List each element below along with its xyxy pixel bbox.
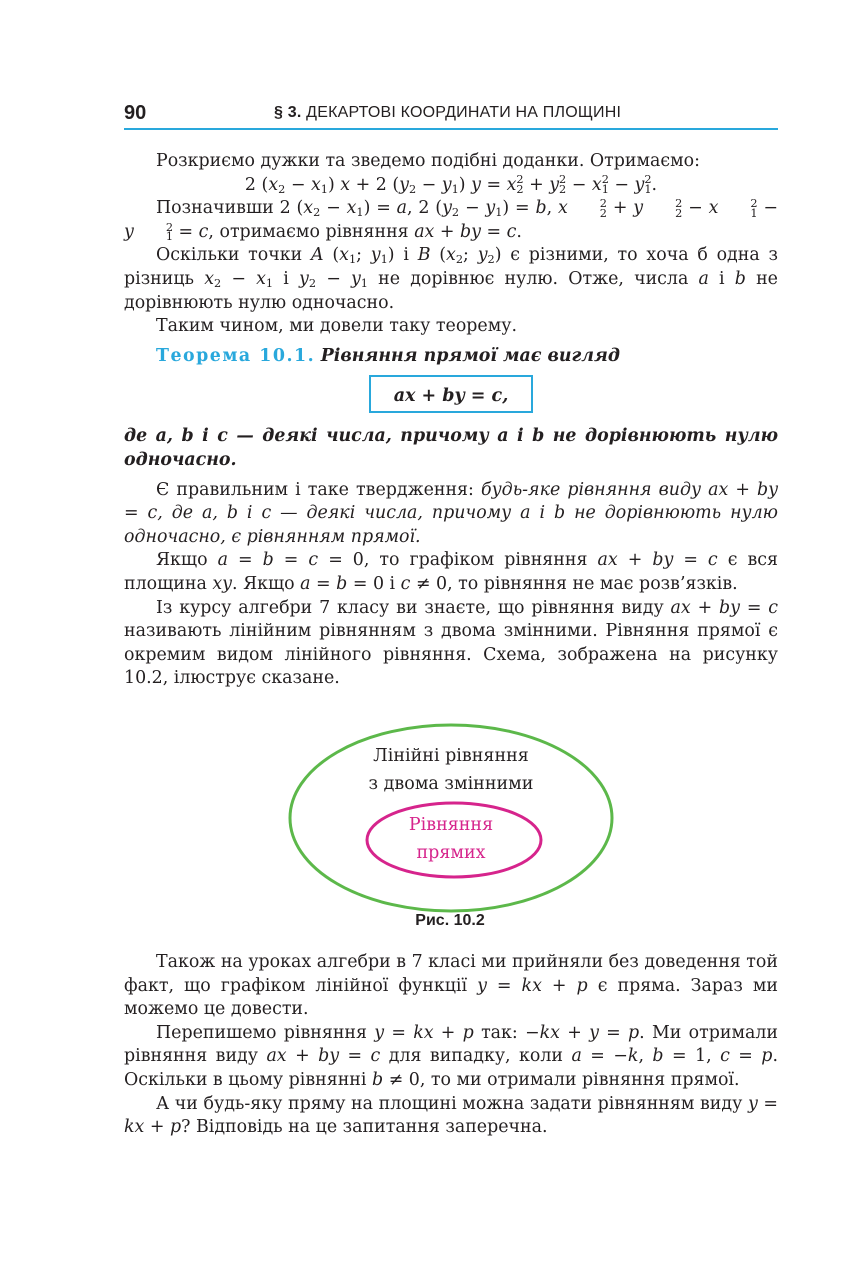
outer-label <box>286 742 616 798</box>
page-number: 90 <box>124 102 147 124</box>
and-word: і <box>389 573 396 594</box>
paragraph-3: Позначивши 2 $(x_2 - x_1) = a$, 2 $(y_2 - y_1) = b$, x 2 2 + y 2 2 − x 2 1 − y 2 1 = c, отримаємо рівняння ax + by = c. <box>124 197 778 244</box>
paragraph-1: Розкриємо дужки та зведемо подібні доданки. Отримаємо: <box>156 151 700 171</box>
p8-b: то графіком рівняння <box>379 550 588 571</box>
p3-end: отримаємо рівняння <box>219 221 409 242</box>
inner-label-line-2: прямих <box>416 843 486 863</box>
p9-b: називають лінійним рівнянням з двома змінними. Рівняння прямої є окремим видом лінійного рівняння. Схема, зображена на рисунку 10.2, ілюструє сказане. <box>124 621 778 689</box>
p4-d: не дорівнюють нулю одночасно. <box>124 268 778 313</box>
p11-b: так: <box>481 1022 518 1043</box>
paragraph-10: Також на уроках алгебри в 7 класі ми прийняли без доведення той факт, що графіком лінійної функції y = kx + p є пряма. Зараз ми можемо це довести. <box>124 952 778 1020</box>
p3-lead: Позначивши <box>156 198 274 219</box>
chapter-title <box>274 104 621 122</box>
p8-a: Якщо <box>156 550 208 571</box>
theorem-heading <box>124 345 778 369</box>
p11-d: для випадку, коли <box>388 1046 564 1067</box>
theorem-formula-box: ax + by = c, <box>369 375 533 413</box>
p4-b: є різними, то хоча б одна з різниць <box>124 245 778 289</box>
section-number: § 3. <box>274 104 302 121</box>
inner-label <box>286 811 616 867</box>
p7-italic: будь-яке рівняння виду ax + by = c, де a, b і c — деякі числа, причому a і b не дорівнюють нулю одночасно, є рівнянням прямої. <box>124 479 778 547</box>
outer-label-line-2: з двома змінними <box>368 774 534 794</box>
p7-lead: Є правильним і таке твердження: <box>156 479 474 500</box>
inner-label-line-1: Рівняння <box>408 815 494 835</box>
p4-c: не дорівнює нулю. Отже, числа <box>378 268 689 289</box>
p4-a: Оскільки точки <box>156 245 303 266</box>
and-word: і <box>403 245 409 266</box>
main-text <box>124 150 778 691</box>
paragraph-12: А чи будь-яку пряму на площині можна задати рівнянням виду y = kx + p? Відповідь на це запитання заперечна. <box>124 1093 778 1138</box>
p11-e: Оскільки в цьому рівнянні <box>124 1069 367 1090</box>
paragraph-4: Оскільки точки A ($x_1$; $y_1$) і B ($x_2$; $y_2$) є різними, то хоча б одна з різниць $x_2 - x_1$ і $y_2 - y_1$ не дорівнює нулю. Отже, числа a і b не дорівнюють нулю одночасно. <box>124 245 778 313</box>
p8-e: то рівняння не має розв’язків. <box>458 573 738 594</box>
p11-f: то ми отримали рівняння прямої. <box>430 1069 740 1090</box>
paragraph-8: Якщо a = b = c = 0, то графіком рівняння ax + by = c є вся площина xy. Якщо a = b = 0 і c ≠ 0, то рівняння не має розв’язків. <box>124 550 778 594</box>
p8-d: Якщо <box>243 573 295 594</box>
venn-diagram <box>286 720 616 920</box>
theorem-label: Теорема 10.1. <box>156 345 316 366</box>
theorem-continuation: де a, b і c — деякі числа, причому a і b не дорівнюють нулю одночасно. <box>124 426 778 470</box>
figure-caption: Рис. 10.2 <box>415 912 485 929</box>
paragraph-7 <box>124 479 778 550</box>
paragraph-5: Таким чином, ми довели таку теорему. <box>156 316 518 337</box>
equation-expanded: 2 $(x_2 - x_1) x + 2$ $(y_2 - y_1) y = x$ 2 2 + y 2 2 − x 2 1 − y 2 1 . <box>244 173 658 197</box>
p11-c: Ми отримали рівняння виду <box>124 1022 778 1067</box>
p12-b: Відповідь на це запитання заперечна. <box>196 1117 548 1138</box>
and-word: і <box>719 268 725 289</box>
p12-a: А чи будь-яку пряму на площині можна задати рівнянням виду <box>156 1093 743 1114</box>
outer-label-line-1: Лінійні рівняння <box>373 746 529 766</box>
and-word: і <box>283 268 289 289</box>
p9-a: Із курсу алгебри 7 класу ви знаєте, що рівняння виду <box>156 597 664 618</box>
p11-a: Перепишемо рівняння <box>156 1022 367 1043</box>
formula-box-wrap <box>124 375 778 415</box>
section-title: ДЕКАРТОВІ КООРДИНАТИ НА ПЛОЩИНІ <box>306 104 622 121</box>
p10-b: є пряма. Зараз ми можемо це довести. <box>124 975 778 1020</box>
p10-a: Також на уроках алгебри в 7 класі ми прийняли без доведення той факт, що графіком лінійної функції <box>124 952 778 996</box>
p8-c: є вся площина <box>124 550 778 594</box>
main-text-continued <box>124 951 778 1140</box>
paragraph-9: Із курсу алгебри 7 класу ви знаєте, що рівняння виду ax + by = c називають лінійним рівнянням з двома змінними. Рівняння прямої є окремим видом лінійного рівняння. Схема, зображена на рисунку 10.2, ілюструє сказане. <box>124 597 779 689</box>
paragraph-11: Перепишемо рівняння y = kx + p так: −kx + y = p. Ми отримали рівняння виду ax + by = c для випадку, коли a = −k, b = 1, c = p. Оскільки в цьому рівнянні b ≠ 0, то ми отримали рівняння прямої. <box>124 1022 778 1090</box>
theorem-text: Рівняння прямої має вигляд <box>320 345 620 366</box>
page-header <box>124 100 778 130</box>
